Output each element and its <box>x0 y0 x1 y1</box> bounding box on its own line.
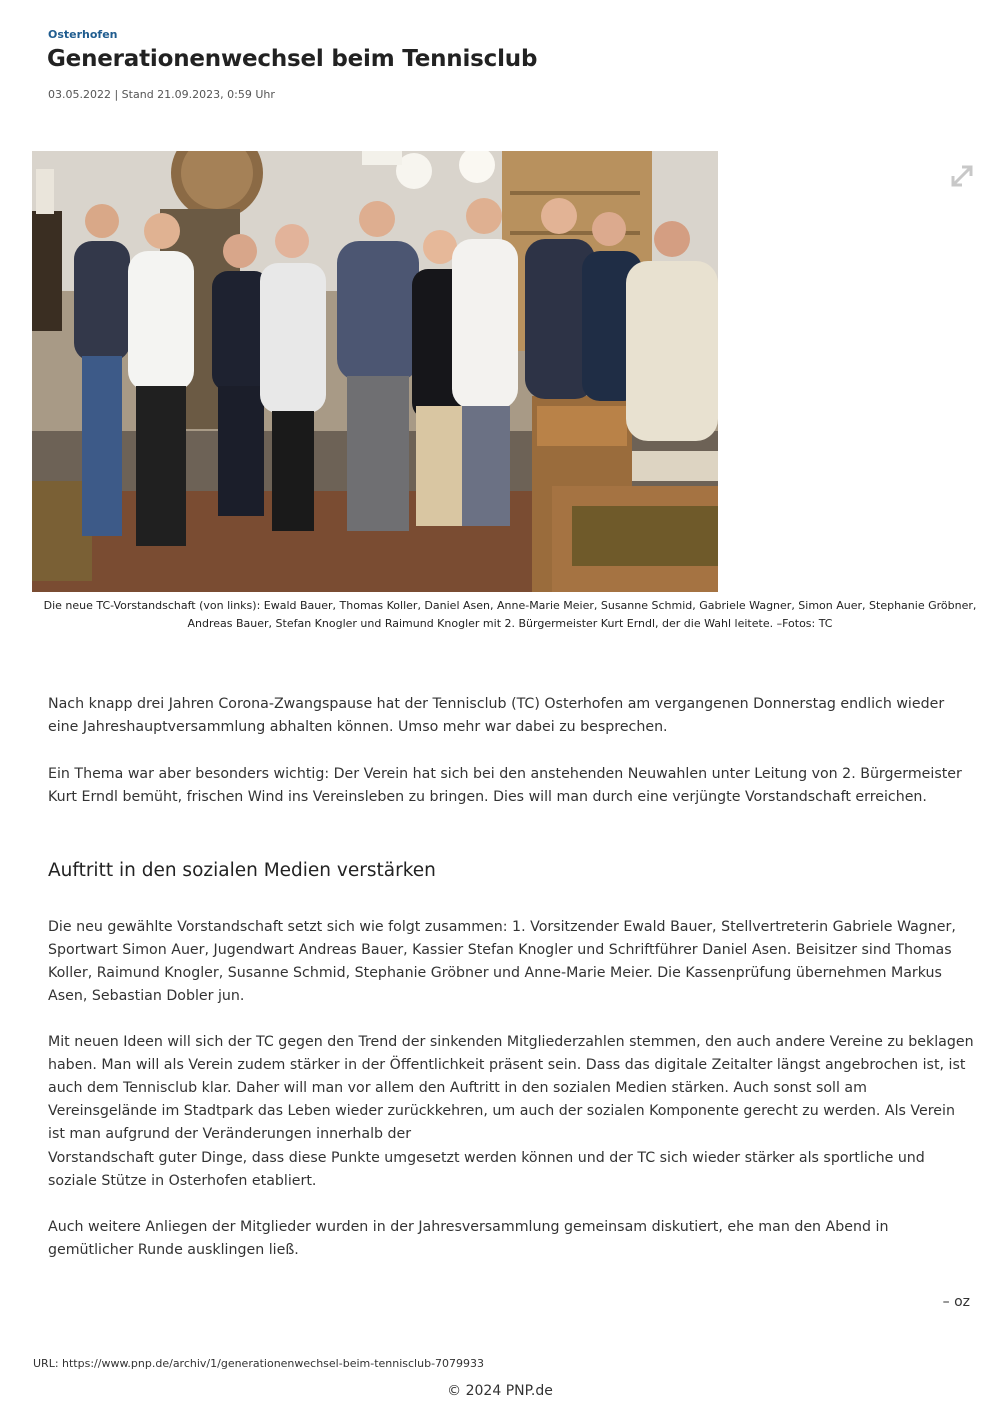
group-photo-illustration <box>32 151 718 592</box>
footer-url[interactable]: URL: https://www.pnp.de/archiv/1/generationenwechsel-beim-tennisclub-7079933 <box>33 1357 485 1370</box>
image-caption <box>40 597 980 633</box>
article-paragraph: Ein Thema war aber besonders wichtig: Der Verein hat sich bei den anstehenden Neuwahlen unter Leitung von 2. Bürgermeister Kurt Erndl bemüht, frischen Wind ins Vereinsleben zu bringen. Dies will man durch eine verjüngte Vorstandschaft erreichen. <box>48 766 962 805</box>
expand-icon[interactable] <box>948 162 976 190</box>
article-subheading: Auftritt in den sozialen Medien verstärken <box>48 860 436 881</box>
article-dateline: 03.05.2022 | Stand 21.09.2023, 0:59 Uhr <box>48 88 275 101</box>
article-paragraph: Nach knapp drei Jahren Corona-Zwangspause hat der Tennisclub (TC) Osterhofen am vergangenen Donnerstag endlich wieder eine Jahreshauptversammlung abhalten können. Umso mehr war dabei zu besprechen. <box>48 696 945 735</box>
article-title: Generationenwechsel beim Tennisclub <box>47 46 538 72</box>
article-paragraph: Auch weitere Anliegen der Mitglieder wurden in der Jahresversammlung gemeinsam diskutiert, ehe man den Abend in gemütlicher Runde ausklingen ließ. <box>48 1219 889 1258</box>
article-kicker[interactable]: Osterhofen <box>48 28 118 41</box>
article-author: – oz <box>942 1294 970 1310</box>
footer-copyright: © 2024 PNP.de <box>447 1383 553 1399</box>
article-paragraph: Mit neuen Ideen will sich der TC gegen den Trend der sinkenden Mitgliederzahlen stemmen, den auch andere Vereine zu beklagen haben. Man will als Verein zudem stärker in der Öffentlichkeit präsent sein. Dass das digitale Zeitalter längst angebrochen ist, ist auch dem Tennisclub klar. Daher will man vor allem den Auftritt in den sozialen Medien stärken. Auch sonst soll am Vereinsgelände im Stadtpark das Leben wieder zurückkehren, um auch der sozialen Komponente gerecht zu werden. Als Verein ist man aufgrund der Veränderungen innerhalb der <box>48 1034 974 1142</box>
image-caption-line: Andreas Bauer, Stefan Knogler und Raimund Knogler mit 2. Bürgermeister Kurt Erndl, der die Wahl leitete. –Fotos: TC <box>187 617 833 630</box>
article-paragraph: Vorstandschaft guter Dinge, dass diese Punkte umgesetzt werden können und der TC sich wieder stärker als sportliche und soziale Stütze in Osterhofen etabliert. <box>48 1150 925 1189</box>
article-photo[interactable] <box>32 151 718 592</box>
article-paragraph: Die neu gewählte Vorstandschaft setzt sich wie folgt zusammen: 1. Vorsitzender Ewald Bauer, Stellvertreterin Gabriele Wagner, Sportwart Simon Auer, Jugendwart Andreas Bauer, Kassier Stefan Knogler und Schriftführer Daniel Asen. Beisitzer sind Thomas Koller, Raimund Knogler, Susanne Schmid, Stephanie Gröbner und Anne-Marie Meier. Die Kassenprüfung übernehmen Markus Asen, Sebastian Dobler jun. <box>48 919 956 1004</box>
image-caption-line: Die neue TC-Vorstandschaft (von links): Ewald Bauer, Thomas Koller, Daniel Asen, Anne-Marie Meier, Susanne Schmid, Gabriele Wagner, Simon Auer, Stephanie Gröbner, <box>43 599 977 612</box>
